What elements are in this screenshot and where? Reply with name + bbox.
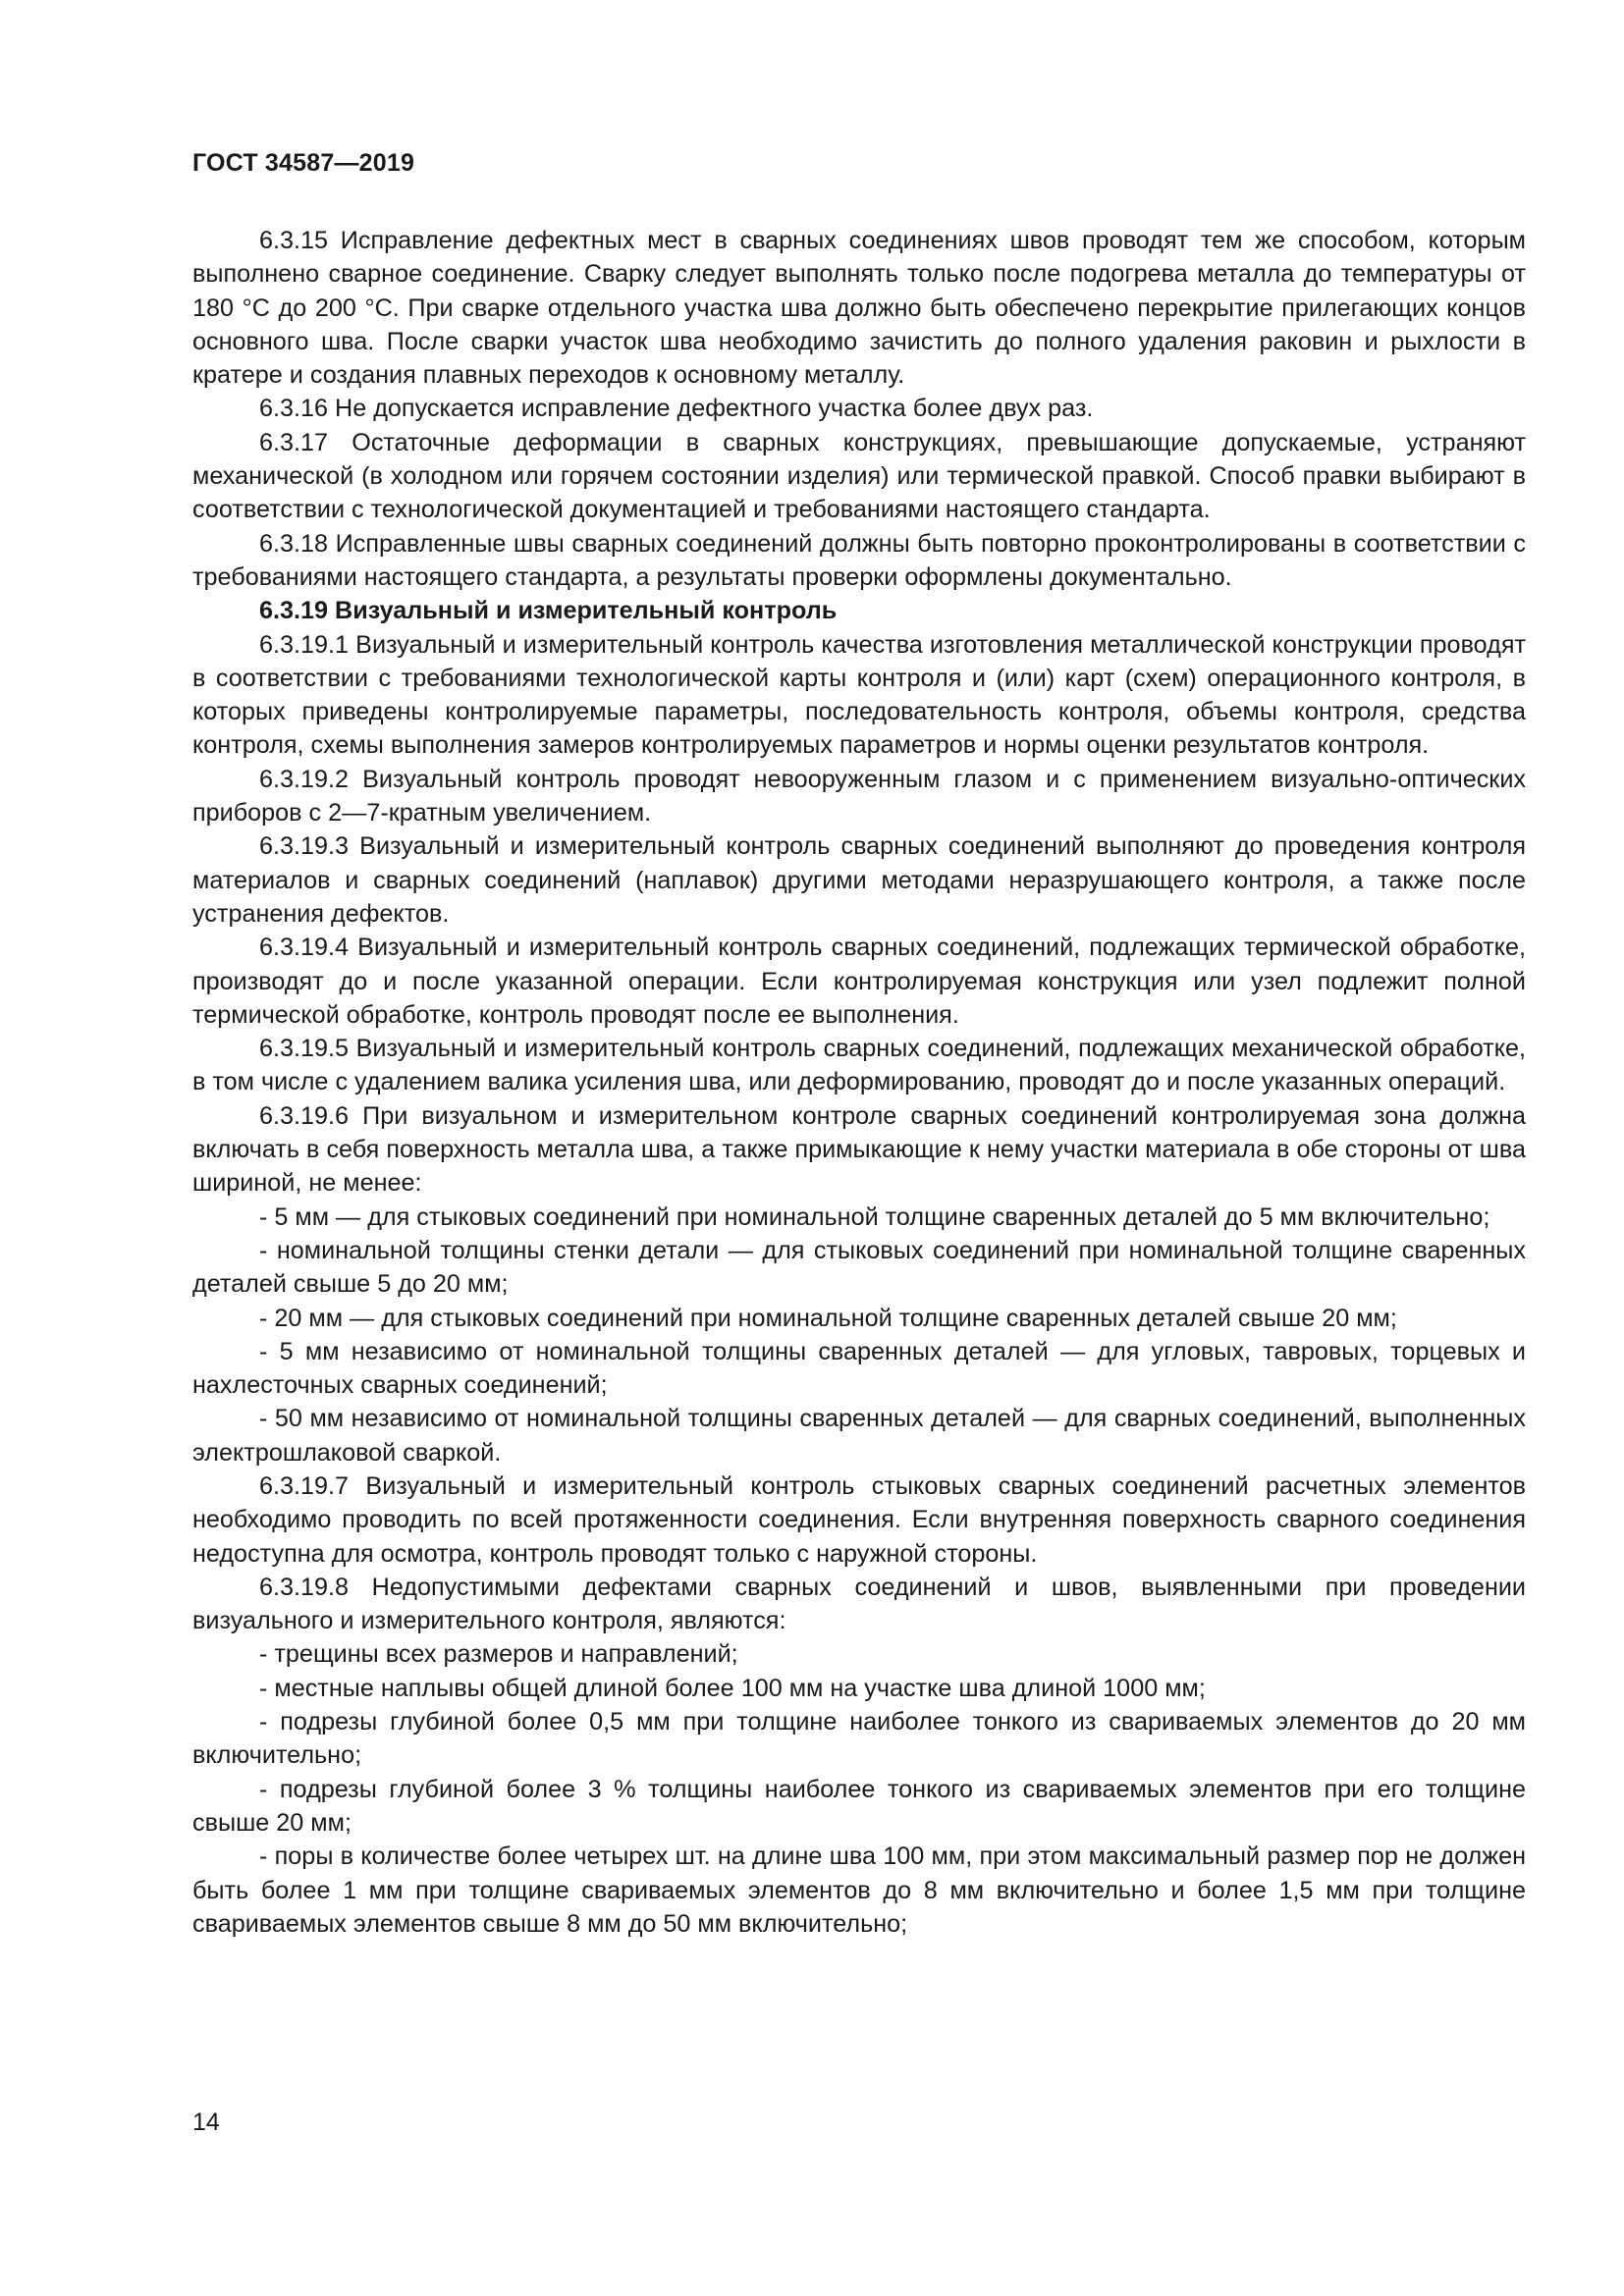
paragraph-6-3-16: 6.3.16 Не допускается исправление дефектного участка более двух раз. xyxy=(259,395,1094,423)
list-item: - 5 мм — для стыковых соединений при номинальной толщине сваренных деталей до 5 мм включительно; xyxy=(259,1202,1490,1231)
paragraph-6-3-19-8: 6.3.19.8 Недопустимыми дефектами сварных соединений и швов, выявленными при проведении визуального и измерительного контроля, являются: xyxy=(192,1573,1526,1635)
list-item: - местные наплывы общей длиной более 100 мм на участке шва длиной 1000 мм; xyxy=(259,1674,1206,1702)
list-item: - подрезы глубиной более 3 % толщины наиболее тонкого из свариваемых элементов при его толщине свыше 20 мм; xyxy=(192,1775,1526,1837)
paragraph-6-3-19-6: 6.3.19.6 При визуальном и измерительном контроле сварных соединений контролируемая зона должна включать в себя поверхность металла шва, а также примыкающие к нему участки материала в обе стороны от шва шириной, не менее: xyxy=(192,1101,1526,1198)
list-item: - поры в количестве более четырех шт. на длине шва 100 мм, при этом максимальный размер пор не должен быть более 1 мм при толщине свариваемых элементов до 8 мм включительно и более 1,5 мм при толщине свариваемых элементов свыше 8 мм до 50 мм включительно; xyxy=(192,1842,1526,1938)
list-item: - 5 мм независимо от номинальной толщины сваренных деталей — для угловых, тавровых, торцевых и нахлесточных сварных соединений; xyxy=(192,1337,1526,1400)
list-item: - трещины всех размеров и направлений; xyxy=(259,1640,738,1669)
list-item: - 20 мм — для стыковых соединений при номинальной толщине сваренных деталей свыше 20 мм; xyxy=(259,1304,1397,1332)
document-body xyxy=(192,224,1526,1941)
paragraph-6-3-18: 6.3.18 Исправленные швы сварных соединений должны быть повторно проконтролированы в соответствии с требованиями настоящего стандарта, а результаты проверки оформлены документально. xyxy=(192,529,1526,591)
paragraph-6-3-19-5: 6.3.19.5 Визуальный и измерительный контроль сварных соединений, подлежащих механической обработке, в том числе с удалением валика усиления шва, или деформированию, проводят до и после указанных операций. xyxy=(192,1035,1526,1096)
list-item: - подрезы глубиной более 0,5 мм при толщине наиболее тонкого из свариваемых элементов до 20 мм включительно; xyxy=(192,1708,1526,1770)
document-header: ГОСТ 34587—2019 xyxy=(192,149,415,177)
paragraph-6-3-19-4: 6.3.19.4 Визуальный и измерительный контроль сварных соединений, подлежащих термической обработке, производят до и после указанной операции. Если контролируемая конструкция или узел подлежит полной термической обработке, контроль проводят после ее выполнения. xyxy=(192,934,1526,1029)
section-heading-6-3-19: 6.3.19 Визуальный и измерительный контроль xyxy=(259,597,838,625)
list-item: - номинальной толщины стенки детали — для стыковых соединений при номинальной толщине сваренных деталей свыше 5 до 20 мм; xyxy=(192,1236,1526,1299)
page-number: 14 xyxy=(192,2109,220,2136)
paragraph-6-3-19-1: 6.3.19.1 Визуальный и измерительный контроль качества изготовления металлической конструкции проводят в соответствии с требованиями технологической карты контроля и (или) карт (схем) операционного контроля, в которых приведены контролируемые параметры, последовательность контроля, объемы контроля, средства контроля, схемы выполнения замеров контролируемых параметров и нормы оценки результатов контроля. xyxy=(192,630,1526,760)
paragraph-6-3-19-7: 6.3.19.7 Визуальный и измерительный контроль стыковых сварных соединений расчетных элементов необходимо проводить по всей протяженности соединения. Если внутренняя поверхность сварного соединения недоступна для осмотра, контроль проводят только с наружной стороны. xyxy=(192,1471,1526,1568)
paragraph-6-3-17: 6.3.17 Остаточные деформации в сварных конструкциях, превышающие допускаемые, устраняют механической (в холодном или горячем состоянии изделия) или термической правкой. Способ правки выбирают в соответствии с технологической документацией и требованиями настоящего стандарта. xyxy=(192,428,1526,524)
list-item: - 50 мм независимо от номинальной толщины сваренных деталей — для сварных соединений, выполненных электрошлаковой сваркой. xyxy=(192,1405,1526,1467)
paragraph-6-3-19-3: 6.3.19.3 Визуальный и измерительный контроль сварных соединений выполняют до проведения контроля материалов и сварных соединений (наплавок) другими методами неразрушающего контроля, а также после устранения дефектов. xyxy=(192,832,1526,928)
paragraph-6-3-19-2: 6.3.19.2 Визуальный контроль проводят невооруженным глазом и с применением визуально-оптических приборов с 2—7-кратным увеличением. xyxy=(192,765,1526,828)
paragraph-6-3-15: 6.3.15 Исправление дефектных мест в сварных соединениях швов проводят тем же способом, которым выполнено сварное соединение. Сварку следует выполнять только после подогрева металла до температуры от 180 °С до 200 °С. При сварке отдельного участка шва должно быть обеспечено перекрытие прилегающих концов основного шва. После сварки участок шва необходимо зачистить до полного удаления раковин и рыхлости в кратере и создания плавных переходов к основному металлу. xyxy=(192,227,1526,390)
